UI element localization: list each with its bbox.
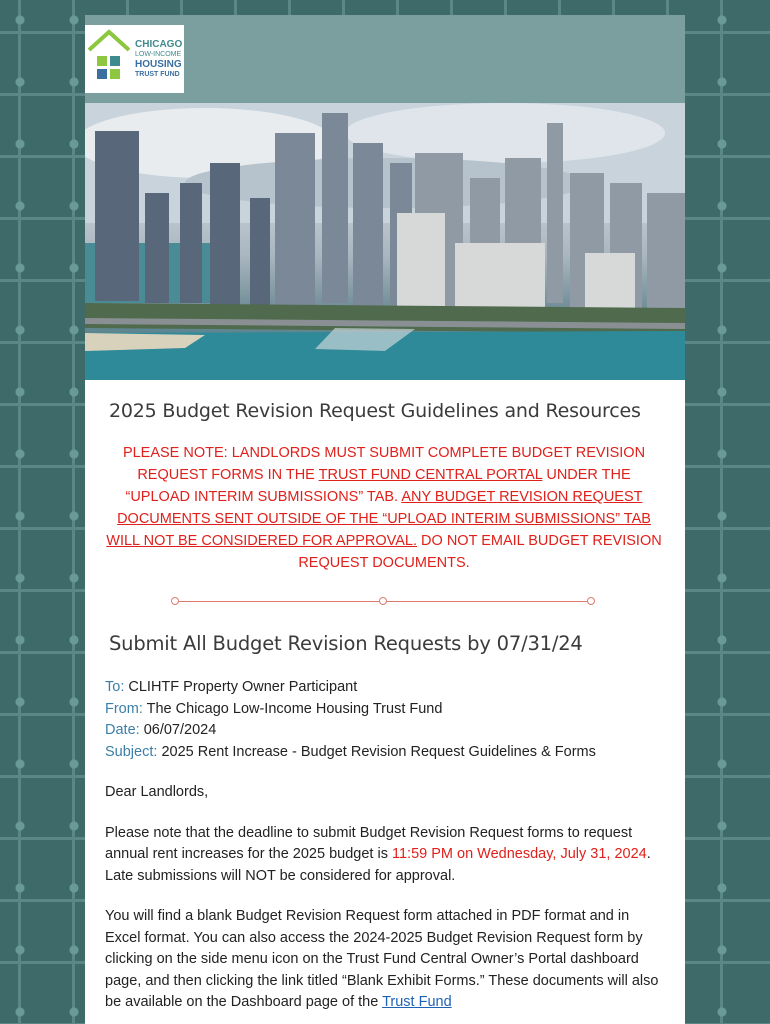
memo-to-label: To:: [105, 679, 125, 695]
house-logo-icon: [87, 28, 131, 90]
memo-date-row: [105, 720, 663, 742]
guidelines-heading: 2025 Budget Revision Request Guidelines and Resources: [109, 400, 641, 422]
notice-text-1: PLEASE NOTE: LANDLORDS MUST SUBMIT COMPLETE BUDGET REVISION REQUEST FORMS IN THE: [122, 445, 646, 483]
memo-from-row: [105, 699, 663, 721]
memo-block: [105, 677, 663, 763]
chicago-housing-trust-logo: [85, 25, 184, 93]
deadline-paragraph: [105, 823, 663, 888]
memo-subject-row: [105, 742, 663, 764]
logo-line-trust-fund: TRUST FUND: [135, 71, 180, 78]
notice-text-2: UNDER THE “UPLOAD INTERIM SUBMISSIONS” TAB.: [125, 467, 631, 505]
forms-text: You will find a blank Budget Revision Request form attached in PDF format and in Excel format. You can also access the 2024-2025 Budget Revision Request form by clicking on the side menu icon on the Trust Fund Central Owner’s Portal dashboard page, and then clicking the link titled “Blank Exhibit Forms.” These documents will also be available on the Dashboard page of the: [105, 908, 659, 1010]
memo-subject-value: 2025 Rent Increase - Budget Revision Request Guidelines & Forms: [161, 743, 596, 760]
memo-date-label: Date:: [105, 722, 140, 738]
divider-dot-left: [171, 597, 179, 605]
logo-line-chicago: CHICAGO: [135, 39, 183, 50]
memo-date-value: 06/07/2024: [143, 722, 217, 738]
memo-to-row: [105, 677, 663, 699]
deadline-text-1: Please note that the deadline to submit Budget Revision Request forms to request annual rent increases for the 2025 budget is: [105, 824, 633, 862]
logo-line-low-income: LOW-INCOME: [135, 51, 182, 58]
logo-wordmark: [135, 39, 182, 79]
email-card: [85, 15, 685, 1024]
notice-warning-underlined: ANY BUDGET REVISION REQUEST DOCUMENTS SENT OUTSIDE OF THE “UPLOAD INTERIM SUBMISSIONS” TAB WILL NOT BE CONSIDERED FOR APPROVAL.: [106, 489, 651, 549]
memo-from-value: The Chicago Low-Income Housing Trust Fund: [146, 700, 443, 717]
forms-paragraph: [105, 906, 663, 1014]
section-divider: [105, 592, 663, 612]
trust-fund-link[interactable]: Trust Fund: [382, 994, 452, 1010]
notice-text-3: DO NOT EMAIL BUDGET REVISION REQUEST DOCUMENTS.: [298, 533, 662, 571]
deadline-text-2: . Late submissions will NOT be considered for approval.: [105, 846, 651, 884]
trust-fund-portal-link[interactable]: TRUST FUND CENTRAL PORTAL: [318, 467, 543, 483]
chicago-skyline-image: [85, 103, 685, 380]
deadline-heading: Submit All Budget Revision Requests by 07/31/24: [109, 632, 583, 655]
divider-dot-center: [379, 597, 387, 605]
divider-dot-right: [587, 597, 595, 605]
email-header: [85, 15, 685, 103]
deadline-datetime: 11:59 PM on Wednesday, July 31, 2024: [391, 846, 647, 862]
email-body: [85, 400, 685, 1014]
memo-subject-label: Subject:: [105, 743, 158, 760]
greeting: Dear Landlords,: [105, 784, 209, 800]
memo-to-value: CLIHTF Property Owner Participant: [128, 679, 358, 695]
memo-from-label: From:: [105, 700, 143, 717]
logo-line-housing: HOUSING: [135, 59, 182, 70]
important-notice: [105, 442, 663, 574]
